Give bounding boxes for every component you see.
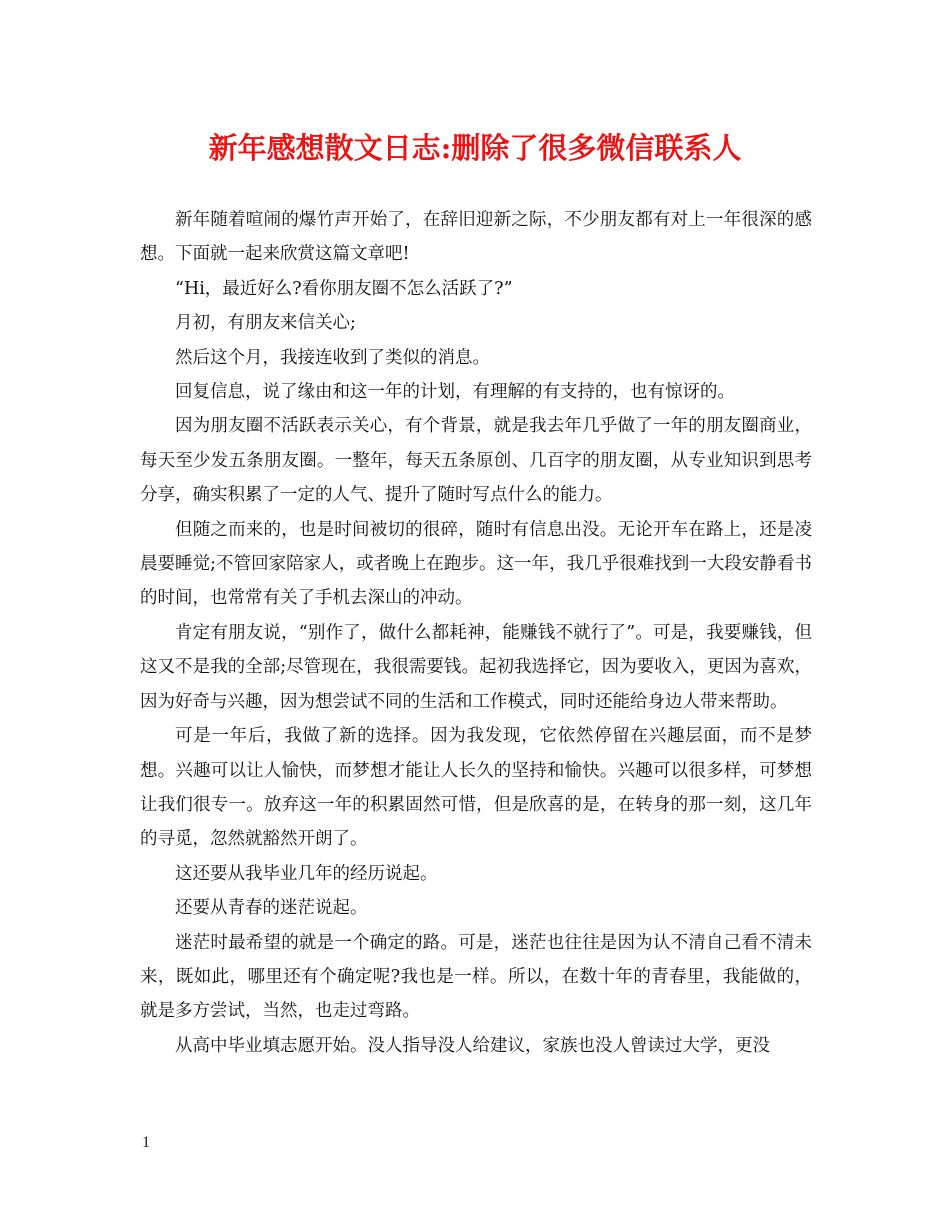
paragraph: 这还要从我毕业几年的经历说起。 [175,863,438,884]
paragraph: 肯定有朋友说，“别作了，做什么都耗神，能赚钱不就行了”。可是，我要赚钱，但这又不是我的全部;尽管现在，我很需要钱。起初我选择它，因为要收入，更因为喜欢，因为好奇与兴趣，因为想尝试不同的生活和工作模式，同时还能给身边人带来帮助。 [140,622,812,712]
paragraph: “Hi，最近好么?看你朋友圈不怎么活跃了?” [175,278,513,299]
document-body [140,203,812,1063]
paragraph: 然后这个月，我接连收到了类似的消息。 [175,347,490,368]
paragraph: 还要从青春的迷茫说起。 [175,898,368,919]
paragraph: 但随之而来的，也是时间被切的很碎，随时有信息出没。无论开车在路上，还是凌晨要睡觉;不管回家陪家人，或者晚上在跑步。这一年，我几乎很难找到一大段安静看书的时间，也常常有关了手机去深山的冲动。 [140,519,812,609]
page-number: 1 [142,1134,150,1151]
paragraph: 迷茫时最希望的就是一个确定的路。可是，迷茫也往往是因为认不清自己看不清未来，既如此，哪里还有个确定呢?我也是一样。所以，在数十年的青春里，我能做的，就是多方尝试，当然，也走过弯路。 [140,932,812,1022]
paragraph: 因为朋友圈不活跃表示关心，有个背景，就是我去年几乎做了一年的朋友圈商业，每天至少发五条朋友圈。一整年，每天五条原创、几百字的朋友圈，从专业知识到思考分享，确实积累了一定的人气、提升了随时写点什么的能力。 [140,416,812,506]
paragraph: 月初，有朋友来信关心; [175,313,356,334]
paragraph: 新年随着喧闹的爆竹声开始了，在辞旧迎新之际，不少朋友都有对上一年很深的感想。下面就一起来欣赏这篇文章吧! [140,210,812,265]
paragraph: 可是一年后，我做了新的选择。因为我发现，它依然停留在兴趣层面，而不是梦想。兴趣可以让人愉快，而梦想才能让人长久的坚持和愉快。兴趣可以很多样，可梦想让我们很专一。放弃这一年的积累固然可惜，但是欣喜的是，在转身的那一刻，这几年的寻觅，忽然就豁然开朗了。 [140,726,812,850]
paragraph: 从高中毕业填志愿开始。没人指导没人给建议，家族也没人曾读过大学，更没 [175,1035,770,1056]
paragraph: 回复信息，说了缘由和这一年的计划，有理解的有支持的，也有惊讶的。 [175,382,735,403]
document-title: 新年感想散文日志:删除了很多微信联系人 [208,131,742,165]
